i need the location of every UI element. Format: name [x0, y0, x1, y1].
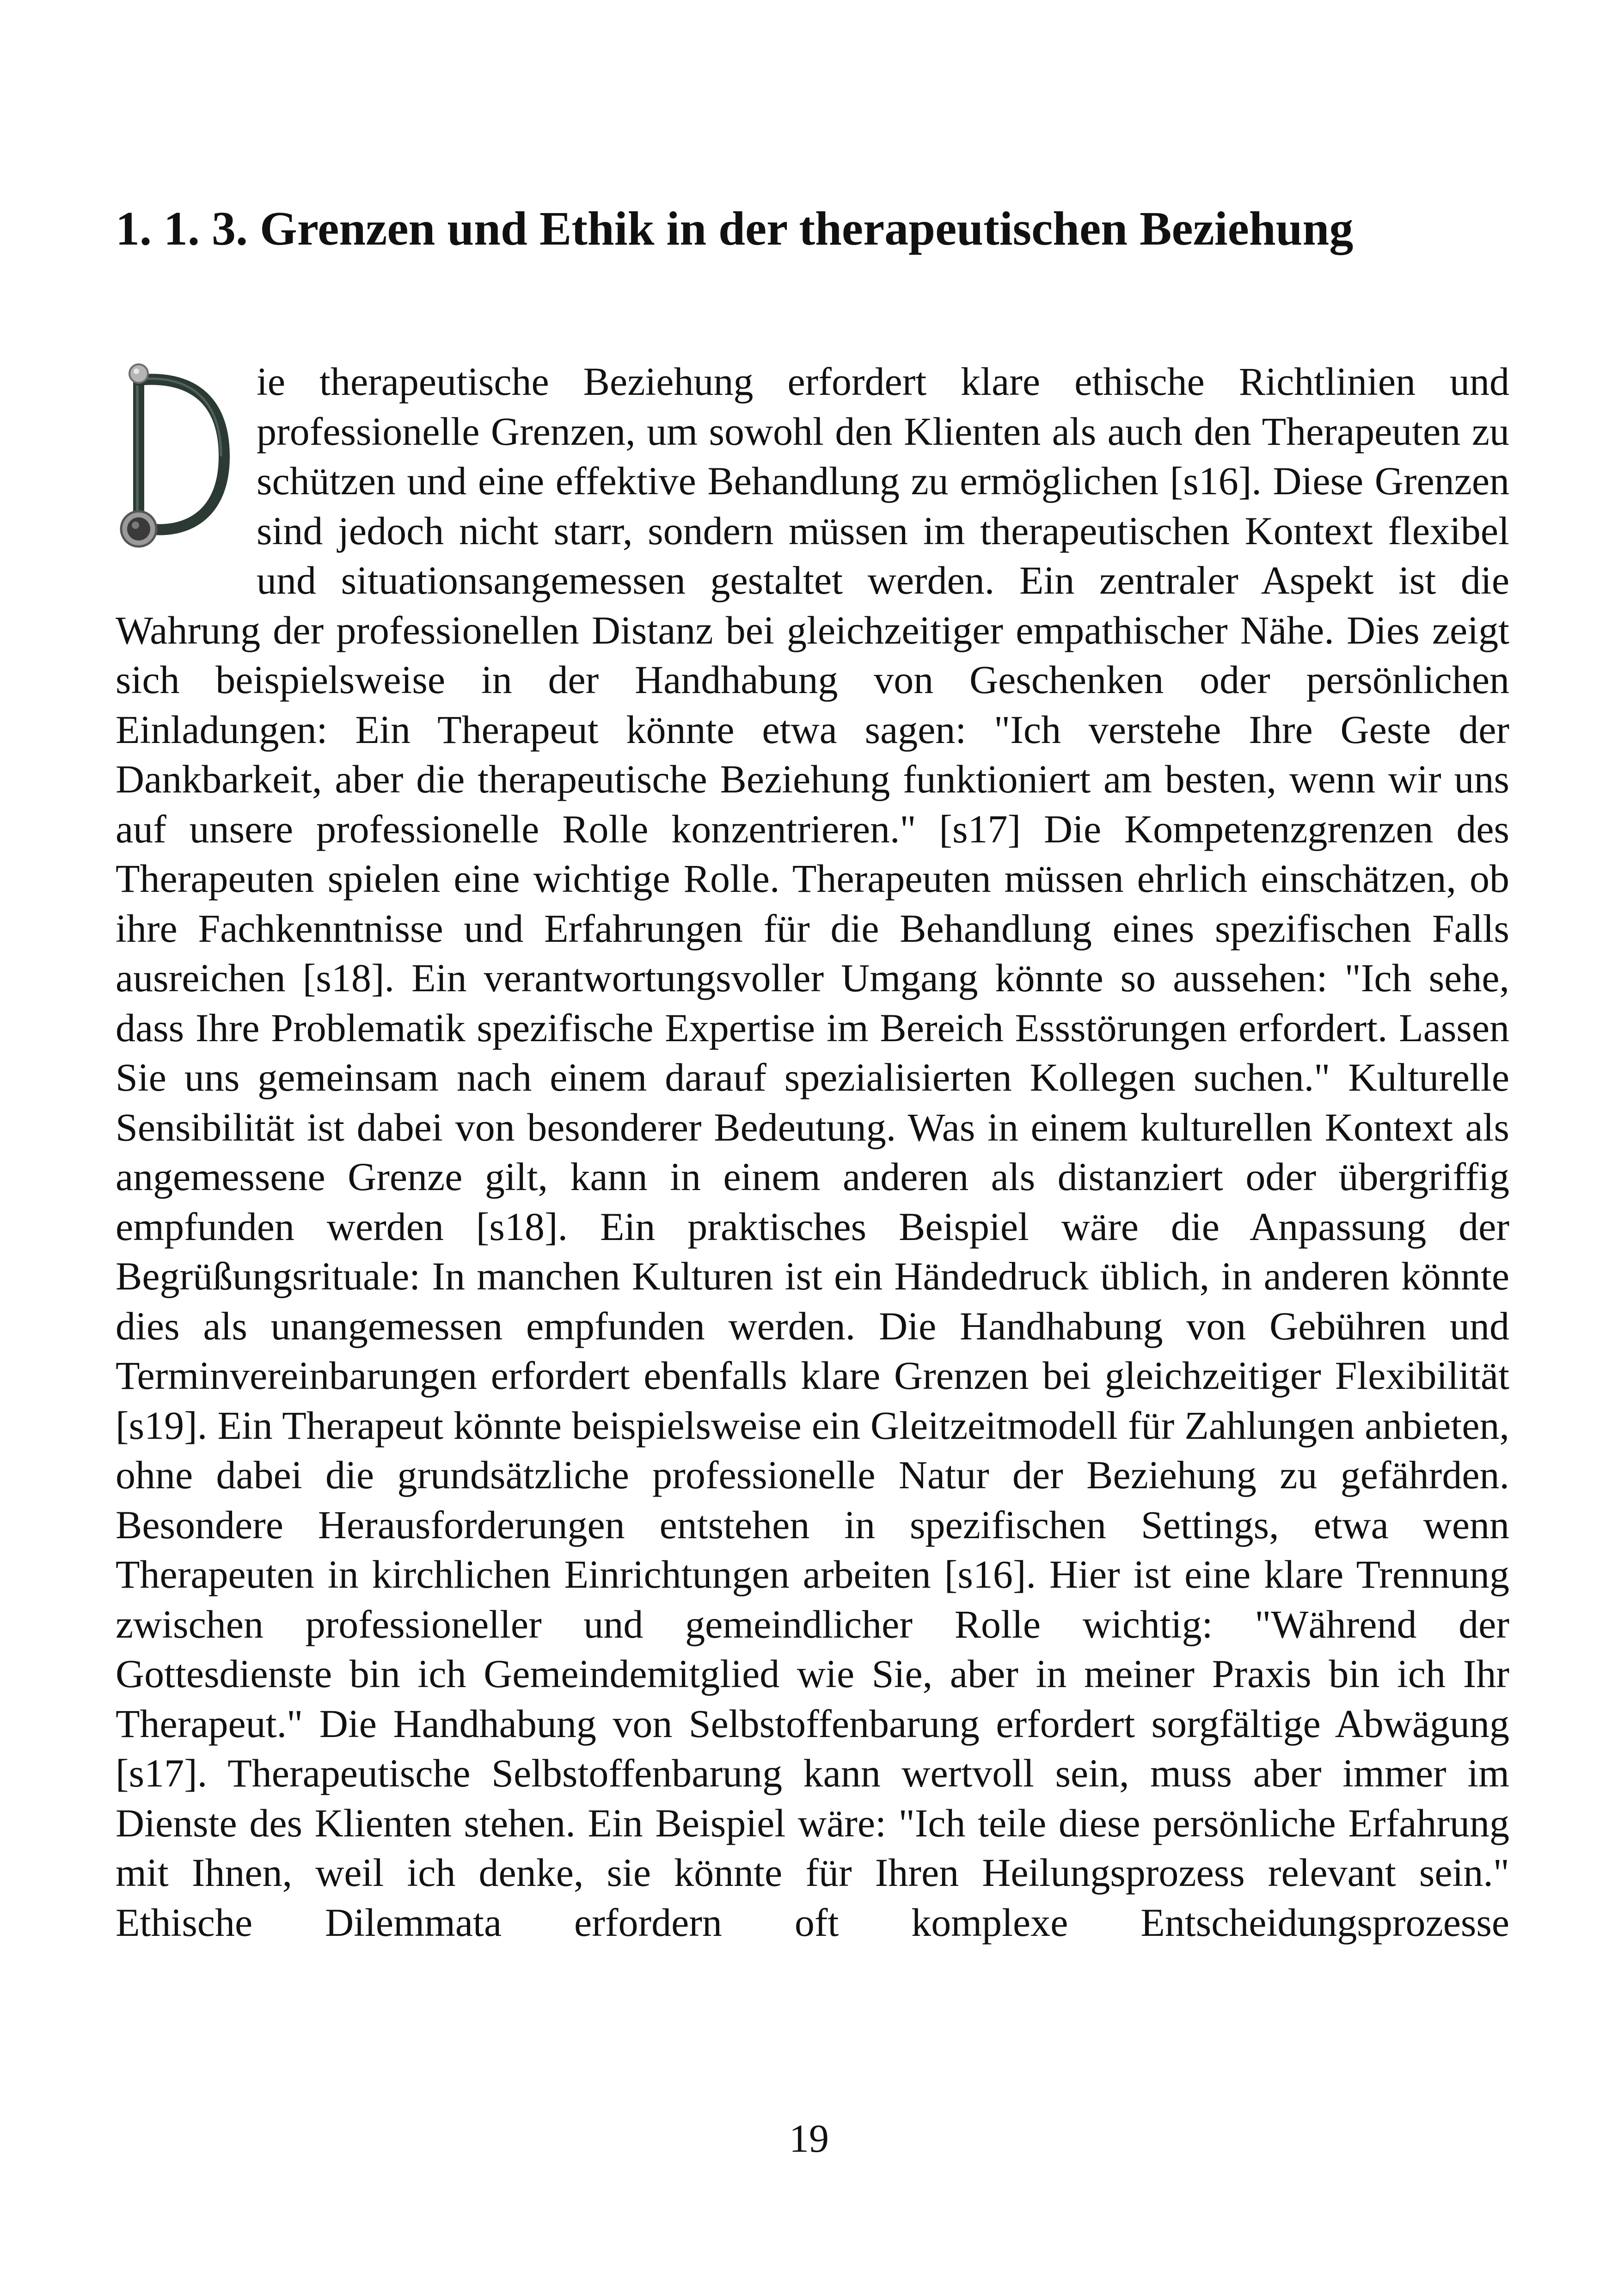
body-text [116, 357, 1509, 1947]
section-heading: 1. 1. 3. Grenzen und Ethik in der therapeutischen Beziehung [116, 202, 1354, 255]
page-number: 19 [789, 2116, 829, 2161]
stethoscope-letter-d-icon [116, 362, 254, 560]
body-paragraph: ie therapeutische Beziehung erfordert klare ethische Richtlinien und professionelle Grenzen, um sowohl den Klienten als auch den Therapeuten zu schützen und eine effektive Behandlung zu ermöglichen [s16]. Diese Grenzen sind jedoch nicht starr, sondern müssen im therapeutischen Kontext flexibel und situationsangemessen gestaltet werden. Ein zentraler Aspekt ist die Wahrung der professionellen Distanz bei gleichzeitiger empathischer Nähe. Dies zeigt sich beispielsweise in der Handhabung von Geschenken oder persönlichen Einladungen: Ein Therapeut könnte etwa sagen: "Ich verstehe Ihre Geste der Dankbarkeit, aber die therapeutische Beziehung funktioniert am besten, wenn wir uns auf unsere professionelle Rolle konzentrieren." [s17] Die Kompetenzgrenzen des Therapeuten spielen eine wichtige Rolle. Therapeuten müssen ehrlich einschätzen, ob ihre Fachkenntnisse und Erfahrungen für die Behandlung eines spezifischen Falls ausreichen [s18]. Ein verantwortungsvoller Umgang könnte so aussehen: "Ich sehe, dass Ihre Problematik spezifische Expertise im Bereich Essstörungen erfordert. Lassen Sie uns gemeinsam nach einem darauf spezialisierten Kollegen suchen." Kulturelle Sensibilität ist dabei von besonderer Bedeutung. Was in einem kulturellen Kontext als angemessene Grenze gilt, kann in einem anderen als distanziert oder übergriffig empfunden werden [s18]. Ein praktisches Beispiel wäre die Anpassung der Begrüßungsrituale: In manchen Kulturen ist ein Händedruck üblich, in anderen könnte dies als unangemessen empfunden werden. Die Handhabung von Gebühren und Terminvereinbarungen erfordert ebenfalls klare Grenzen bei gleichzeitiger Flexibilität [s19]. Ein Therapeut könnte beispielsweise ein Gleitzeitmodell für Zahlungen anbieten, ohne dabei die grundsätzliche professionelle Natur der Beziehung zu gefährden. Besondere Herausforderungen entstehen in spezifischen Settings, etwa wenn Therapeuten in kirchlichen Einrichtungen arbeiten [s16]. Hier ist eine klare Trennung zwischen professioneller und gemeindlicher Rolle wichtig: "Während der Gottesdienste bin ich Gemeindemitglied wie Sie, aber in meiner Praxis bin ich Ihr Therapeut." Die Handhabung von Selbstoffenbarung erfordert sorgfältige Abwägung [s17]. Therapeutische Selbstoffenbarung kann wertvoll sein, muss aber immer im Dienste des Klienten stehen. Ein Beispiel wäre: "Ich teile diese persönliche Erfahrung mit Ihnen, weil ich denke, sie könnte für Ihren Heilungsprozess relevant sein." Ethische Dilemmata erfordern oft komplexe Entscheidungsprozesse [116, 359, 1509, 1945]
